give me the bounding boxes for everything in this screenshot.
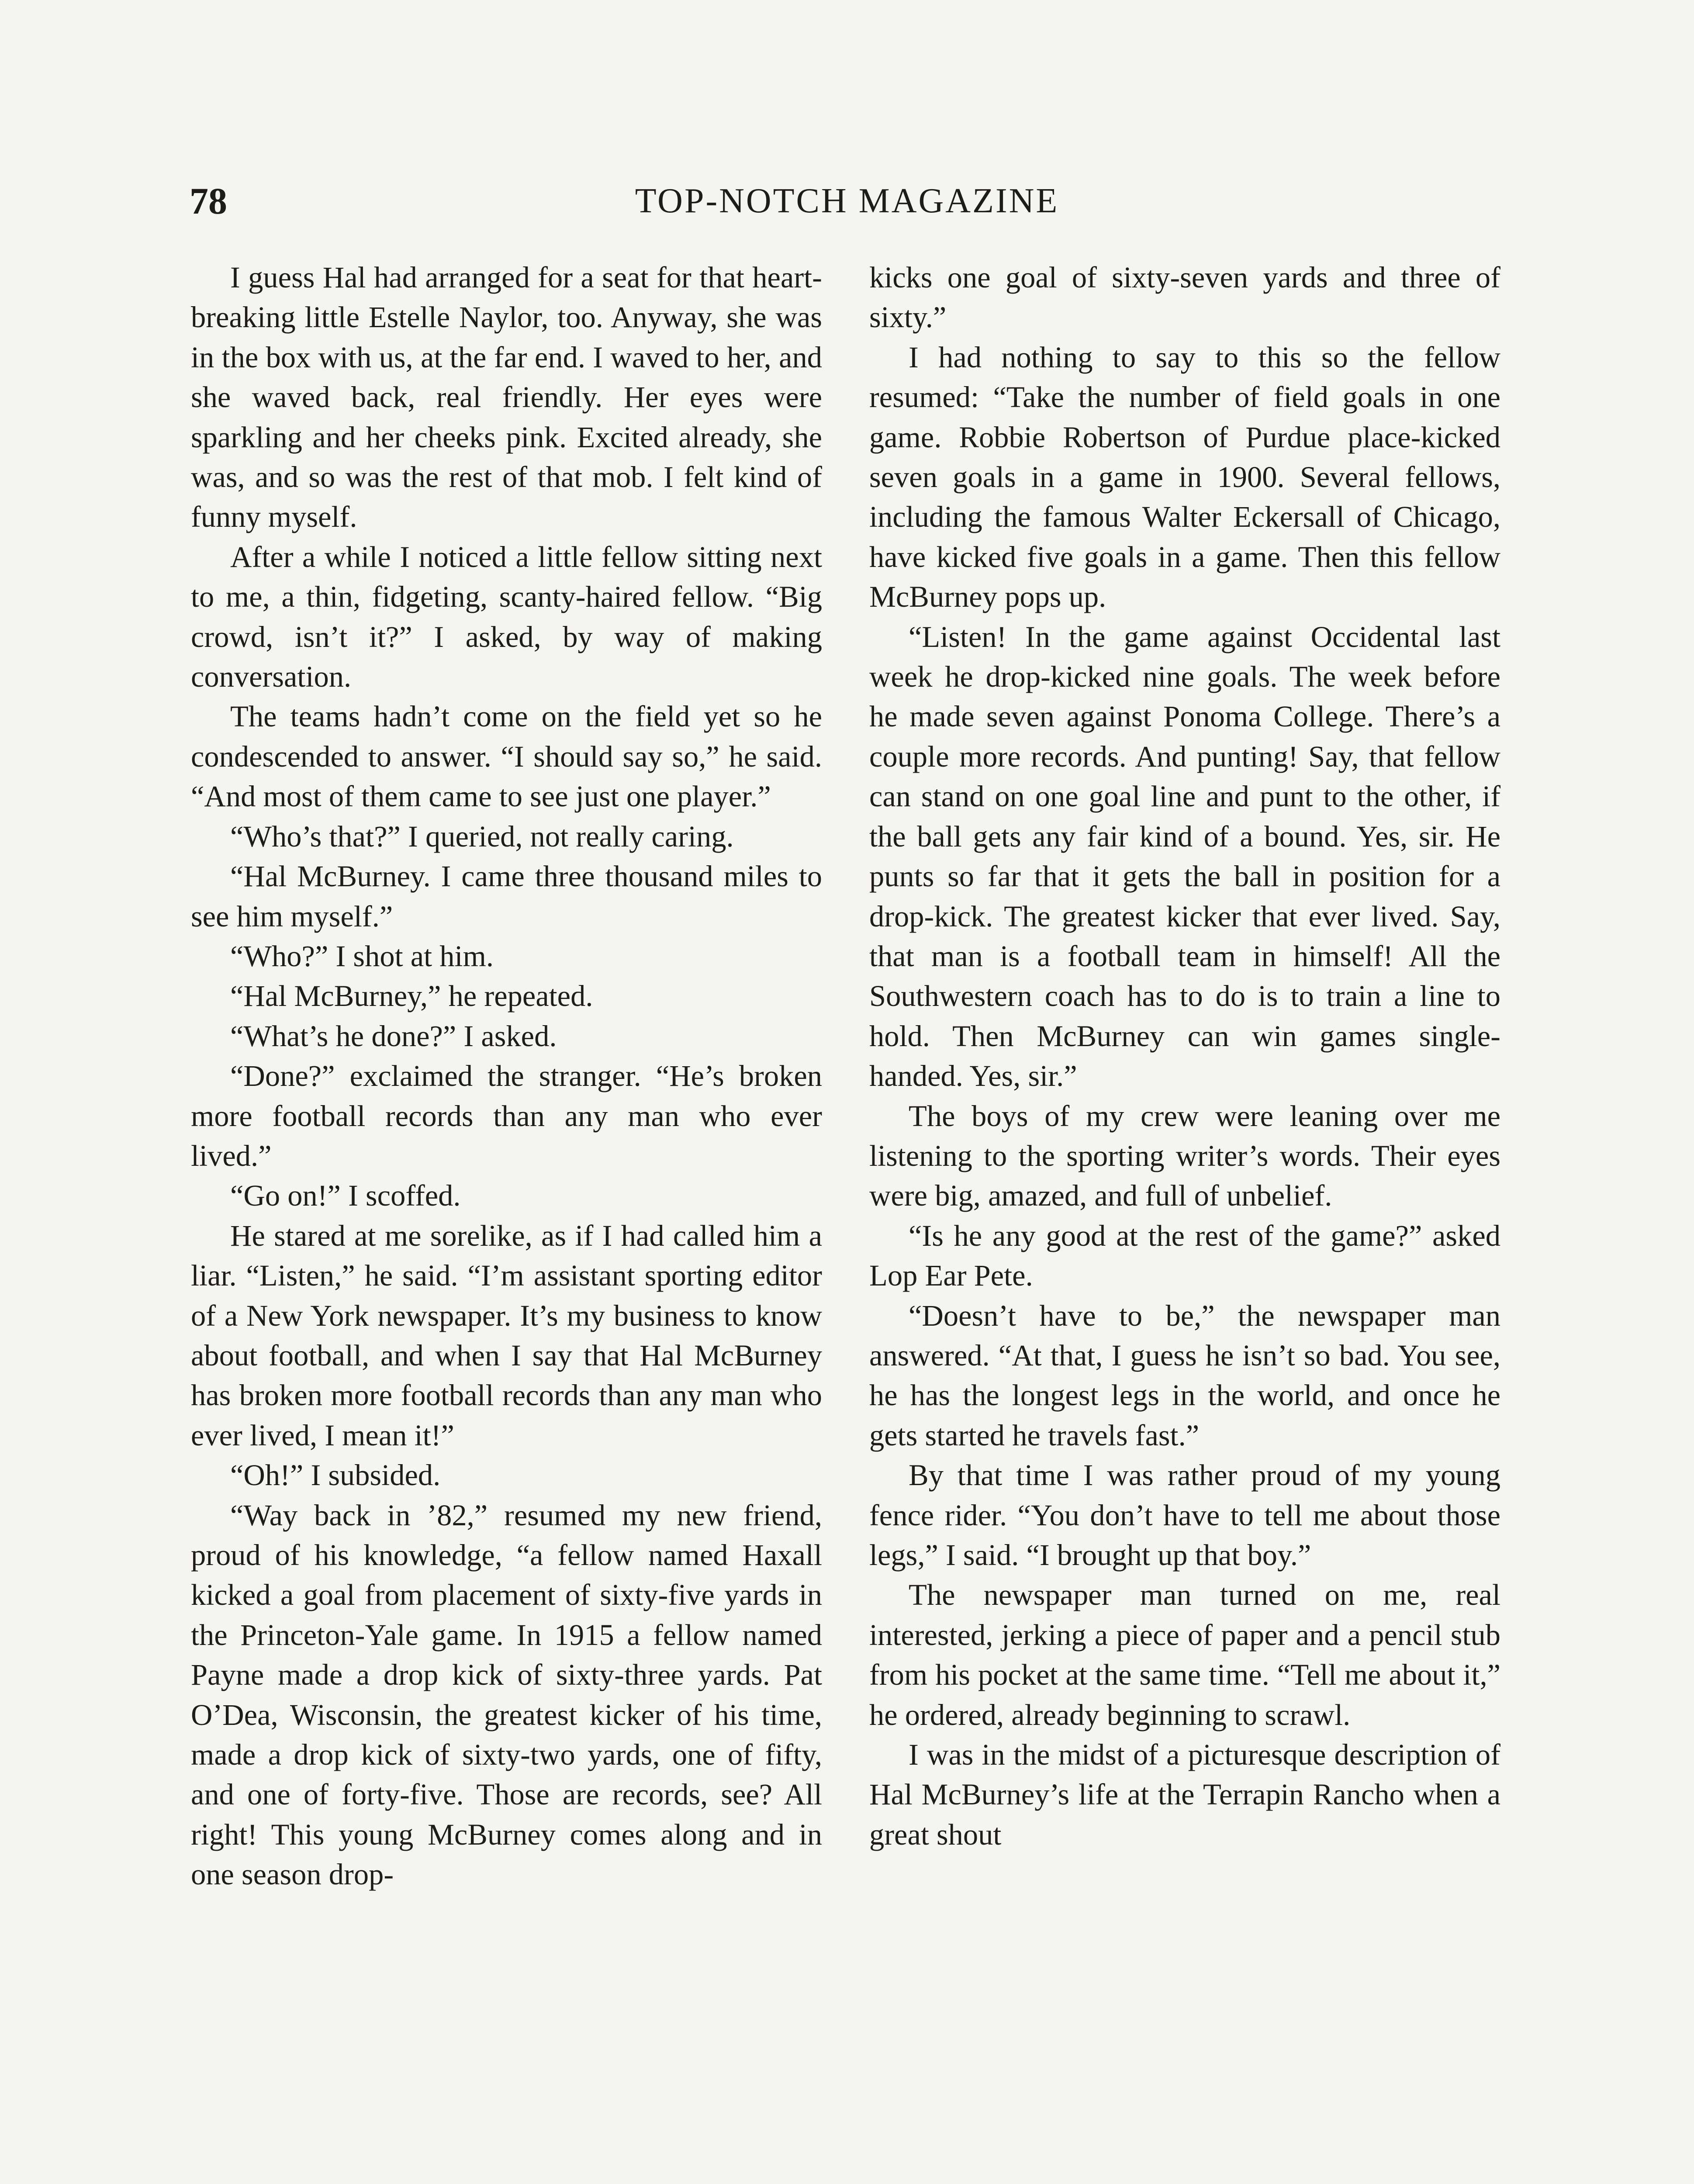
paragraph: “Go on!” I scoffed. — [230, 1179, 461, 1213]
paragraph: “Doesn’t have to be,” the newspaper man answered. “At that, I guess he isn’t so bad. You see, he has the longest legs in the world, and once he gets started he travels fast.” — [869, 1299, 1500, 1452]
paragraph: The boys of my crew were leaning over me listening to the sporting writer’s words. Their eyes were big, amazed, and full of unbelief. — [869, 1099, 1500, 1213]
running-title: TOP-NOTCH MAGAZINE — [635, 182, 1059, 220]
left-column — [191, 258, 822, 1895]
paragraph: By that time I was rather proud of my young fence rider. “You don’t have to tell me about those legs,” I said. “I brought up that boy.” — [869, 1458, 1500, 1572]
paragraph-continued: kicks one goal of sixty-seven yards and three of sixty.” — [869, 261, 1500, 334]
paragraph: “Who’s that?” I queried, not really caring. — [230, 819, 734, 853]
paragraph: “Listen! In the game against Occidental last week he drop-kicked nine goals. The week before he made seven against Ponoma College. There’s a couple more records. And punting! Say, that fellow can stand on one goal line and punt to the other, if the ball gets any fair kind of a bound. Yes, sir. He punts so far that it gets the ball in position for a drop-kick. The greatest kicker that ever lived. Say, that man is a football team in himself! All the Southwestern coach has to do is to train a line to hold. Then McBurney can win games single-handed. Yes, sir.” — [869, 620, 1500, 1093]
paragraph: After a while I noticed a little fellow sitting next to me, a thin, fidgeting, scanty-haired fellow. “Big crowd, isn’t it?” I asked, by way of making conversation. — [191, 540, 822, 694]
paragraph: “Hal McBurney. I came three thousand miles to see him myself.” — [191, 860, 822, 933]
paragraph: “Is he any good at the rest of the game?” asked Lop Ear Pete. — [869, 1219, 1500, 1292]
paragraph: “Who?” I shot at him. — [230, 939, 494, 973]
page-number: 78 — [190, 180, 227, 222]
page-header — [190, 177, 1504, 225]
paragraph: The teams hadn’t come on the field yet so he condescended to answer. “I should say so,” he said. “And most of them came to see just one player.” — [191, 700, 822, 813]
paragraph: The newspaper man turned on me, real interested, jerking a piece of paper and a pencil stub from his pocket at the same time. “Tell me about it,” he ordered, already beginning to scrawl. — [869, 1578, 1500, 1731]
paragraph: “Done?” exclaimed the stranger. “He’s broken more football records than any man who ever lived.” — [191, 1059, 822, 1172]
paragraph: I was in the midst of a picturesque description of Hal McBurney’s life at the Terrapin Rancho when a great shout — [869, 1738, 1500, 1851]
paragraph: “Hal McBurney,” he repeated. — [230, 979, 593, 1013]
paragraph: I guess Hal had arranged for a seat for that heart-breaking little Estelle Naylor, too. Anyway, she was in the box with us, at the far end. I waved to her, and she waved back, real friendly. Her eyes were sparkling and her cheeks pink. Excited already, she was, and so was the rest of that mob. I felt kind of funny myself. — [191, 261, 822, 534]
right-column — [869, 258, 1500, 1855]
paragraph: He stared at me sorelike, as if I had called him a liar. “Listen,” he said. “I’m assistant sporting editor of a New York newspaper. It’s my business to know about football, and when I say that Hal McBurney has broken more football records than any man who ever lived, I mean it!” — [191, 1219, 822, 1452]
paragraph: I had nothing to say to this so the fellow resumed: “Take the number of field goals in one game. Robbie Robertson of Purdue place-kicked seven goals in a game in 1900. Several fellows, including the famous Walter Eckersall of Chicago, have kicked five goals in a game. Then this fellow McBurney pops up. — [869, 340, 1500, 614]
paragraph: “Way back in ’82,” resumed my new friend, proud of his knowledge, “a fellow named Haxall kicked a goal from placement of sixty-five yards in the Princeton-Yale game. In 1915 a fellow named Payne made a drop kick of sixty-three yards. Pat O’Dea, Wisconsin, the greatest kicker of his time, made a drop kick of sixty-two yards, one of fifty, and one of forty-five. Those are records, see? All right! This young McBurney comes along and in one season drop- — [191, 1498, 822, 1891]
paragraph: “Oh!” I subsided. — [230, 1458, 441, 1492]
paragraph: “What’s he done?” I asked. — [230, 1019, 557, 1053]
